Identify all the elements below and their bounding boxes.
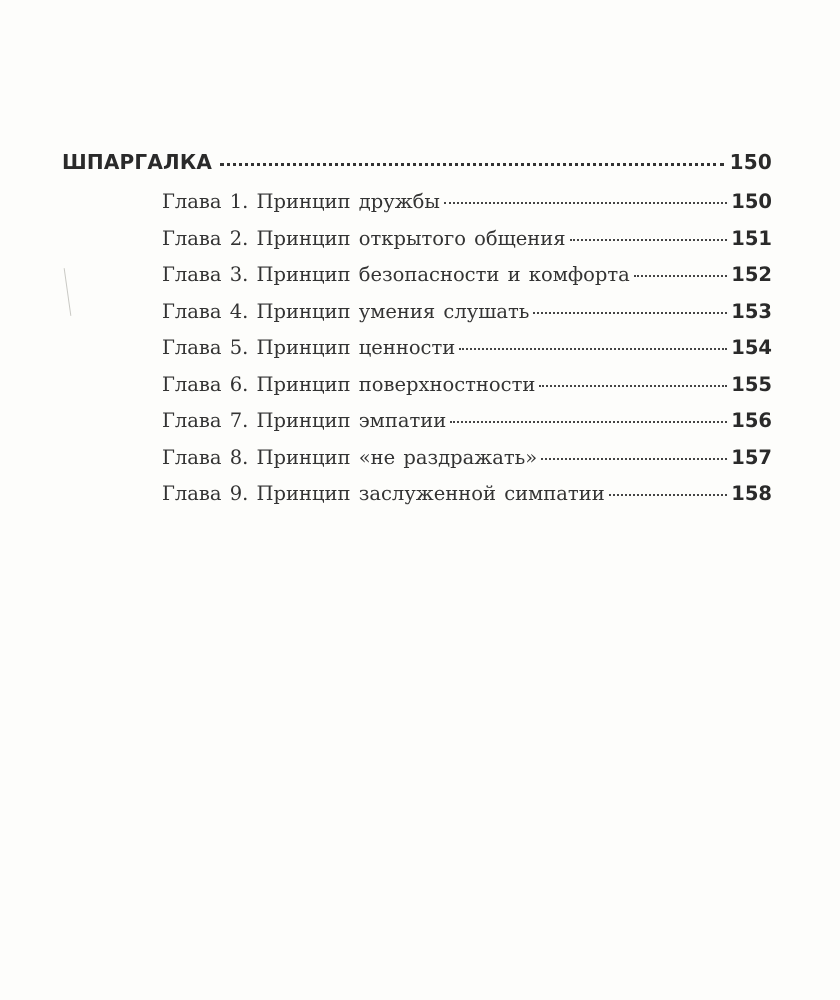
toc-chapter-title: Глава 8. Принцип «не раздражать» bbox=[162, 445, 538, 469]
toc-chapter-row bbox=[162, 227, 772, 264]
toc-section-row bbox=[62, 150, 772, 190]
dot-leader bbox=[220, 163, 724, 166]
toc-chapter-title: Глава 2. Принцип открытого общения bbox=[162, 226, 566, 250]
toc-chapter-row bbox=[162, 446, 772, 483]
dot-leader bbox=[634, 275, 728, 277]
toc-chapter-page-number: 155 bbox=[731, 372, 772, 396]
dot-leader bbox=[570, 239, 728, 241]
toc-chapter-page-number: 153 bbox=[731, 299, 772, 323]
toc-chapter-title: Глава 5. Принцип ценности bbox=[162, 336, 456, 359]
toc-chapter-title: Глава 6. Принцип поверхностности bbox=[162, 372, 536, 396]
dot-leader bbox=[444, 202, 727, 204]
toc-chapter-row bbox=[162, 409, 772, 446]
toc-chapter-row bbox=[162, 263, 772, 300]
toc-chapter-page-number: 150 bbox=[731, 190, 772, 213]
toc-chapter-page-number: 154 bbox=[731, 336, 772, 359]
dot-leader bbox=[539, 385, 727, 387]
toc-chapter-row bbox=[162, 373, 772, 410]
toc-chapter-page-number: 158 bbox=[731, 482, 772, 505]
dot-leader bbox=[541, 458, 727, 460]
toc-chapter-page-number: 152 bbox=[731, 263, 772, 286]
toc-chapter-row bbox=[162, 336, 772, 373]
dot-leader bbox=[459, 348, 727, 350]
dot-leader bbox=[533, 312, 727, 314]
toc-chapter-row bbox=[162, 190, 772, 227]
toc-chapter-row bbox=[162, 300, 772, 337]
toc-chapter-title: Глава 3. Принцип безопасности и комфорта bbox=[162, 263, 630, 286]
toc-chapter-title: Глава 1. Принцип дружбы bbox=[162, 190, 440, 213]
toc-section-page-number: 150 bbox=[729, 150, 772, 174]
toc-chapter-page-number: 151 bbox=[731, 226, 772, 250]
toc-section-title: ШПАРГАЛКА bbox=[62, 150, 213, 174]
dot-leader bbox=[609, 494, 728, 496]
toc-chapter-row bbox=[162, 482, 772, 519]
toc-chapter-title: Глава 7. Принцип эмпатии bbox=[162, 409, 447, 432]
toc-chapter-title: Глава 4. Принцип умения слушать bbox=[162, 299, 530, 323]
toc-chapter-page-number: 157 bbox=[731, 445, 772, 469]
dot-leader bbox=[450, 421, 727, 423]
table-of-contents bbox=[62, 150, 772, 519]
toc-chapter-title: Глава 9. Принцип заслуженной симпатии bbox=[162, 482, 605, 505]
toc-chapter-page-number: 156 bbox=[731, 409, 772, 432]
